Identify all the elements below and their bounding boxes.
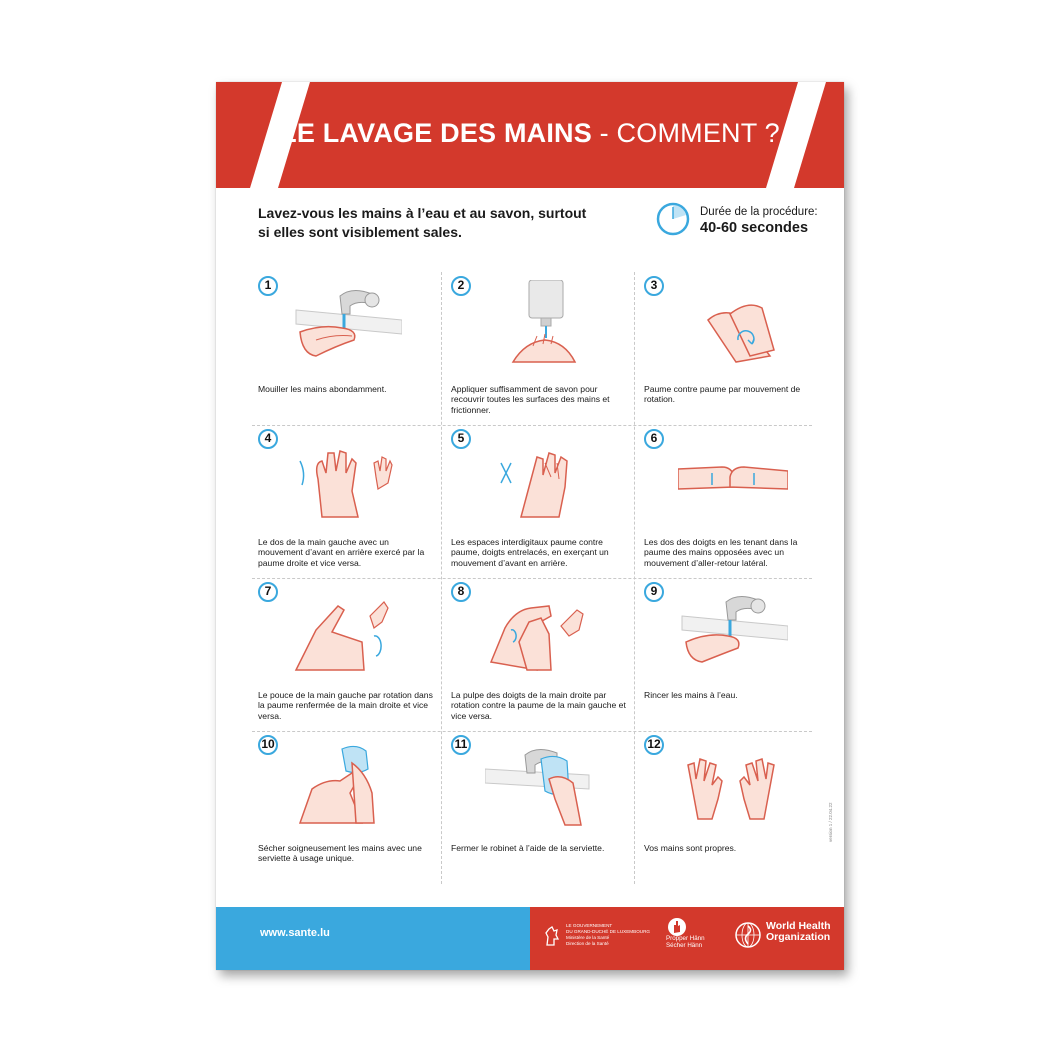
government-logo xyxy=(544,919,656,957)
page-title xyxy=(216,118,844,149)
step-caption: Le pouce de la main gauche par rotation dans la paume renfermée de la main droite et vice versa. xyxy=(258,690,433,721)
step-5 xyxy=(445,425,631,578)
step-7 xyxy=(252,578,438,731)
hand-logo-icon xyxy=(666,917,688,937)
poster xyxy=(216,82,844,970)
hands-icon xyxy=(292,739,402,827)
step-9 xyxy=(638,578,824,731)
step-3 xyxy=(638,272,824,425)
step-number: 7 xyxy=(258,582,278,602)
step-8 xyxy=(445,578,631,731)
step-number: 12 xyxy=(644,735,664,755)
hands-icon xyxy=(678,433,788,521)
hands-icon xyxy=(678,280,788,368)
government-text: LE GOUVERNEMENT DU GRAND-DUCHÉ DE LUXEMBOURG Ministère de la Santé Direction de la Santé xyxy=(566,923,650,946)
intro-text: Lavez-vous les mains à l’eau et au savon, surtout si elles sont visiblement sales. xyxy=(258,205,587,240)
step-1 xyxy=(252,272,438,425)
steps-grid xyxy=(252,272,812,884)
footer-left xyxy=(216,907,530,970)
step-number: 1 xyxy=(258,276,278,296)
soap-dispenser-icon xyxy=(485,280,595,368)
step-caption: Les espaces interdigitaux paume contre paume, doigts entrelacés, en exerçant un mouvement d’avant en arrière. xyxy=(451,537,609,568)
step-caption: Fermer le robinet à l’aide de la serviette. xyxy=(451,843,605,853)
step-11 xyxy=(445,731,631,884)
faucet-icon xyxy=(485,739,595,827)
hands-icon xyxy=(292,433,402,521)
step-caption: Rincer les mains à l’eau. xyxy=(644,690,738,700)
step-4 xyxy=(252,425,438,578)
step-number: 2 xyxy=(451,276,471,296)
who-logo xyxy=(734,917,838,959)
step-caption: Paume contre paume par mouvement de rotation. xyxy=(644,384,801,405)
website-link[interactable]: www.sante.lu xyxy=(260,927,330,939)
step-number: 4 xyxy=(258,429,278,449)
step-caption: Vos mains sont propres. xyxy=(644,843,737,853)
version-text: version 1 / 22.04.22 xyxy=(828,802,833,842)
step-caption: Sécher soigneusement les mains avec une serviette à usage unique. xyxy=(258,843,422,864)
step-number: 9 xyxy=(644,582,664,602)
step-caption: La pulpe des doigts de la main droite par rotation contre la paume de la main gauche et vice versa. xyxy=(451,690,626,721)
step-caption: Le dos de la main gauche avec un mouvement d’avant en arrière exercé par la paume droite et vice versa. xyxy=(258,537,425,568)
step-caption: Les dos des doigts en les tenant dans la paume des mains opposées avec un mouvement d’aller-retour latéral. xyxy=(644,537,798,568)
step-number: 5 xyxy=(451,429,471,449)
step-number: 8 xyxy=(451,582,471,602)
title-banner xyxy=(216,82,844,188)
luxembourg-lion-icon xyxy=(544,925,560,947)
title-bold: LE LAVAGE DES MAINS xyxy=(280,118,592,148)
propper-haenn-logo xyxy=(664,917,724,959)
step-2 xyxy=(445,272,631,425)
who-emblem-icon xyxy=(734,921,762,949)
who-text: World Health Organization xyxy=(766,920,831,943)
title-light: - COMMENT ? xyxy=(591,118,780,148)
hands-icon xyxy=(485,433,595,521)
hands-icon xyxy=(678,739,788,827)
duration-value: 40-60 secondes xyxy=(700,220,809,236)
step-number: 6 xyxy=(644,429,664,449)
clock-icon xyxy=(656,202,690,236)
step-number: 3 xyxy=(644,276,664,296)
hands-icon xyxy=(485,586,595,674)
step-10 xyxy=(252,731,438,884)
faucet-icon xyxy=(678,586,788,674)
step-number: 10 xyxy=(258,735,278,755)
step-6 xyxy=(638,425,824,578)
propper-haenn-text: Propper Hänn Sécher Hänn xyxy=(666,935,705,949)
hands-icon xyxy=(292,586,402,674)
faucet-icon xyxy=(292,280,402,368)
step-caption: Mouiller les mains abondamment. xyxy=(258,384,387,394)
step-12 xyxy=(638,731,824,884)
footer-right xyxy=(530,907,844,970)
duration-label: Durée de la procédure: xyxy=(700,206,818,218)
step-caption: Appliquer suffisamment de savon pour recouvrir toutes les surfaces des mains et frictionner. xyxy=(451,384,610,415)
step-number: 11 xyxy=(451,735,471,755)
